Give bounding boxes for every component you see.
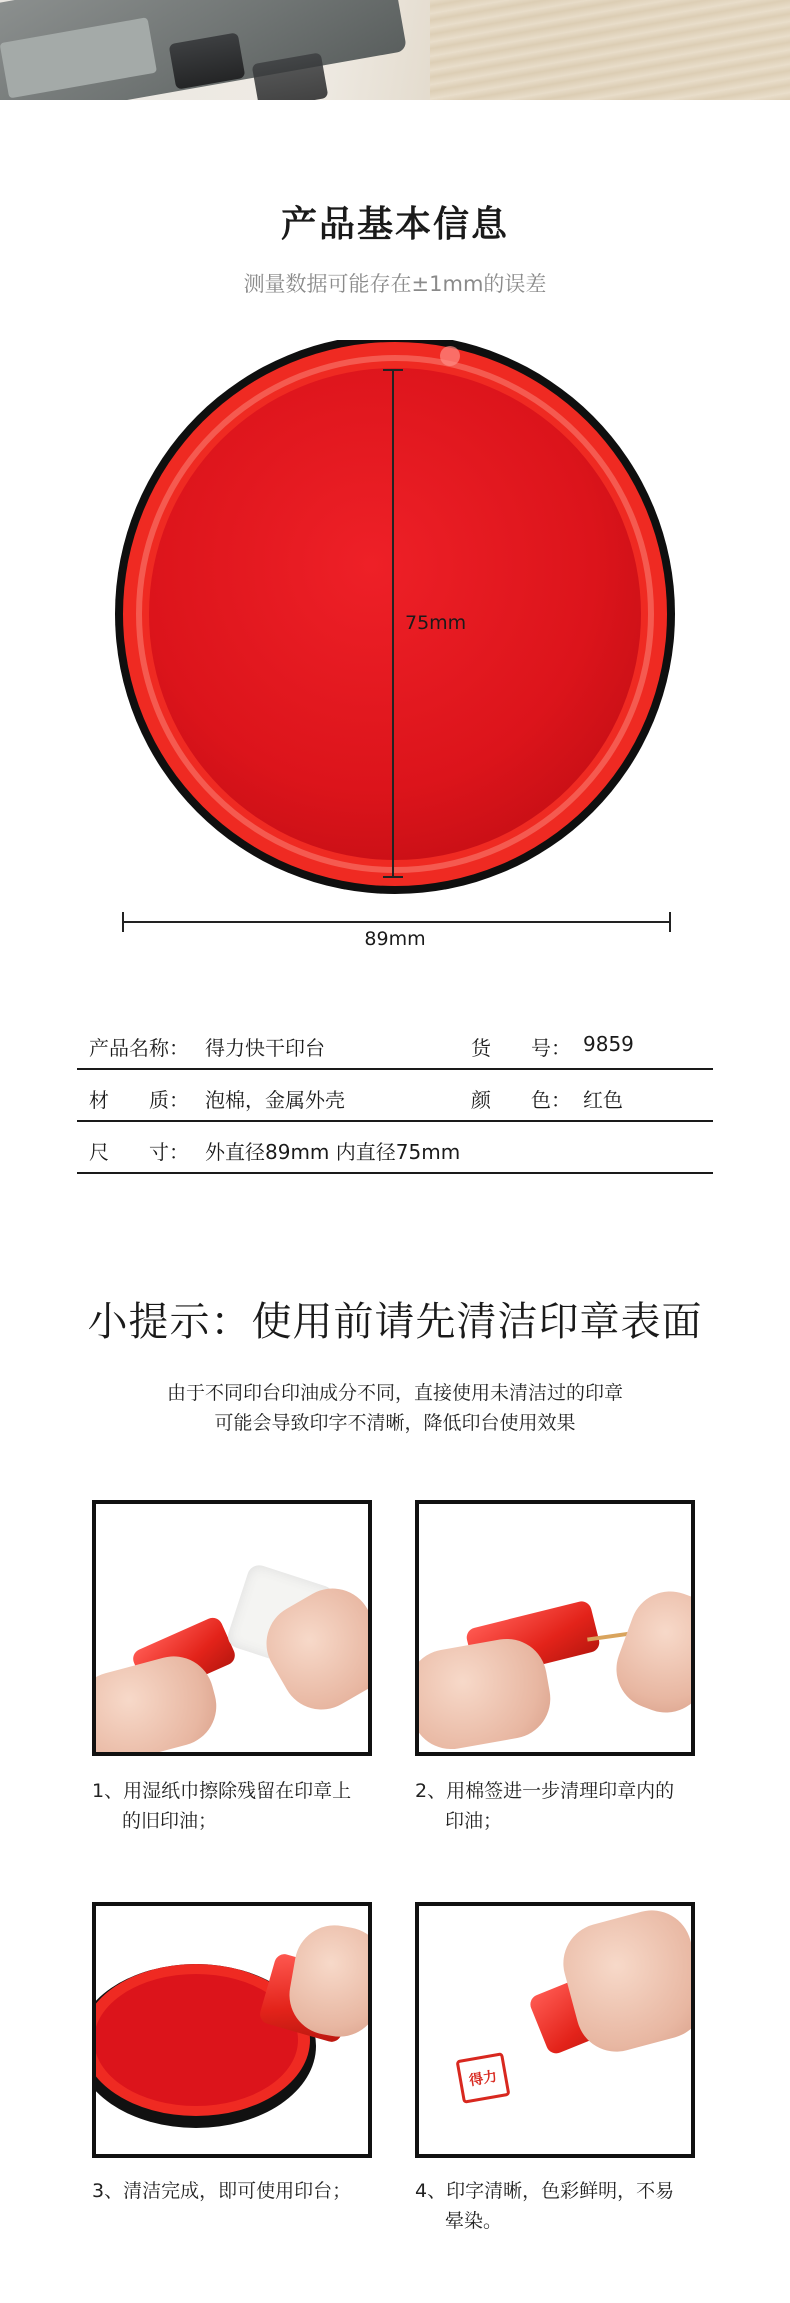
step-1-photo [92, 1500, 372, 1756]
table-row [77, 1070, 713, 1122]
step-3-photo [92, 1902, 372, 2158]
caption-line: 2、用棉签进一步清理印章内的 [415, 1780, 675, 1802]
spec-table [77, 1018, 713, 1174]
tips-desc-line: 由于不同印台印油成分不同，直接使用未清洁过的印章 [166, 1382, 623, 1404]
stamped-seal-mark: 得力 [456, 2052, 511, 2104]
spec-value: 9859 [583, 1032, 634, 1056]
spec-label: 产品名称： [89, 1036, 189, 1060]
spec-label: 材 质： [89, 1088, 189, 1112]
measurement-note: 测量数据可能存在±1mm的误差 [243, 272, 547, 296]
caption-line: 1、用湿纸巾擦除残留在印章上 [92, 1780, 352, 1802]
inner-diameter-label: 75mm [405, 612, 467, 634]
caption-line: 3、清洁完成，即可使用印台； [92, 2180, 352, 2202]
section-title: 产品基本信息 [280, 204, 509, 245]
step-4-caption [415, 2176, 705, 2236]
step-2-caption [415, 1776, 705, 1836]
step-3-caption [92, 2176, 382, 2206]
tips-description [0, 1378, 790, 1438]
step-2-photo [415, 1500, 695, 1756]
tips-desc-line: 可能会导致印字不清晰，降低印台使用效果 [214, 1412, 576, 1434]
table-row [77, 1122, 713, 1174]
spec-value: 得力快干印台 [205, 1036, 325, 1060]
caption-line: 印油； [445, 1810, 503, 1832]
ink-pad-diagram [0, 340, 790, 940]
ink-pad-svg [0, 340, 790, 940]
caption-line: 晕染。 [445, 2210, 503, 2232]
felt-pad-surface [149, 368, 641, 860]
outer-diameter-label: 89mm [364, 928, 426, 950]
spec-value: 外直径89mm 内直径75mm [205, 1140, 461, 1164]
caption-line: 的旧印油； [122, 1810, 218, 1832]
top-banner-photo [0, 0, 790, 100]
table-row [77, 1018, 713, 1070]
caption-line: 4、印字清晰，色彩鲜明，不易 [415, 2180, 675, 2202]
hand-image [415, 1633, 557, 1756]
tips-title: 小提示：使用前请先清洁印章表面 [87, 1299, 703, 1345]
spec-label: 尺 寸： [89, 1140, 189, 1164]
wood-desk-background [430, 0, 790, 100]
calculator-screen [0, 17, 157, 98]
step-4-photo [415, 1902, 695, 2158]
step-1-caption [92, 1776, 382, 1836]
spec-value: 红色 [583, 1088, 623, 1112]
spec-label: 货 号： [471, 1036, 571, 1060]
spec-value: 泡棉，金属外壳 [205, 1088, 345, 1112]
hand-image [605, 1580, 695, 1724]
spec-label: 颜 色： [471, 1088, 571, 1112]
